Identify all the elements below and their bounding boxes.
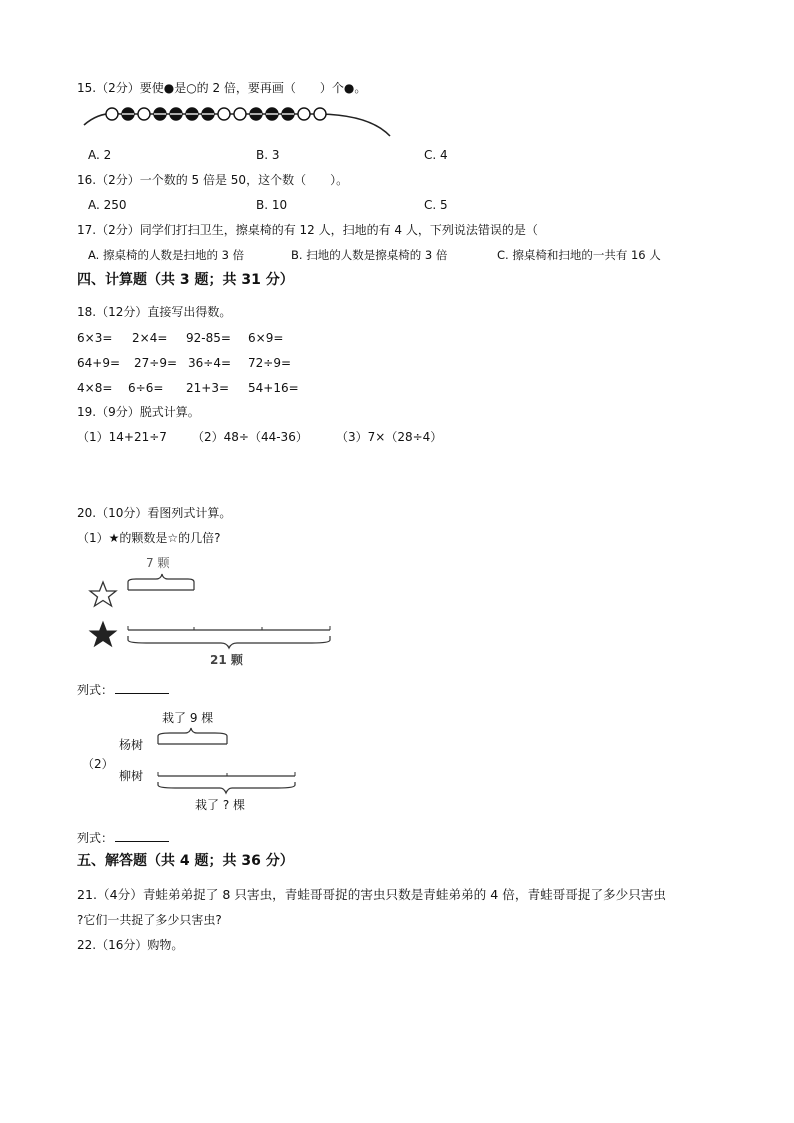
q15-option-a[interactable]: A. 2	[88, 148, 112, 162]
diagram2-row2-label: 柳树	[119, 769, 144, 783]
q19-item: （1）14+21÷7	[77, 430, 167, 444]
formula-blank-1[interactable]	[115, 683, 169, 694]
q20-stem: 20.（10分）看图列式计算。	[77, 506, 232, 520]
solid-star-icon	[90, 622, 116, 646]
q18-stem: 18.（12分）直接写出得数。	[77, 305, 232, 319]
q18-cell: 6×3=	[77, 331, 113, 345]
q17-option-c[interactable]: C. 擦桌椅和扫地的一共有 16 人	[497, 248, 661, 262]
q19-item: （2）48÷（44-36）	[192, 430, 308, 444]
diagram1-top-label: 7 颗	[146, 556, 170, 570]
formula-blank-2[interactable]	[115, 831, 169, 842]
q16-option-b[interactable]: B. 10	[256, 198, 288, 212]
formula-label: 列式：	[77, 831, 114, 845]
q18-cell: 21+3=	[186, 381, 230, 395]
q18-cell: 6÷6=	[128, 381, 164, 395]
q18-cell: 64+9=	[77, 356, 121, 370]
bead-string-figure	[80, 103, 395, 139]
q18-cell: 27÷9=	[134, 356, 178, 370]
q18-cell: 4×8=	[77, 381, 113, 395]
q18-cell: 6×9=	[248, 331, 284, 345]
q19-stem: 19.（9分）脱式计算。	[77, 405, 200, 419]
q20-part1-prompt: （1）★的颗数是☆的几倍?	[77, 531, 221, 545]
q19-item: （3）7×（28÷4）	[336, 430, 443, 444]
q16-stem: 16.（2分）一个数的 5 倍是 50，这个数（ ）。	[77, 173, 349, 187]
section-4-title: 四、计算题（共 3 题；共 31 分）	[77, 272, 294, 288]
q22-stem: 22.（16分）购物。	[77, 938, 184, 952]
q18-cell: 36÷4=	[188, 356, 232, 370]
q20-part2-prompt: （2）	[82, 757, 114, 771]
section-5-title: 五、解答题（共 4 题；共 36 分）	[77, 853, 294, 869]
q21-line2: ?它们一共捉了多少只害虫?	[77, 913, 222, 927]
diagram2-row1-label: 杨树	[119, 738, 144, 752]
formula-line-1	[77, 682, 169, 698]
q18-cell: 72÷9=	[248, 356, 292, 370]
q18-cell: 54+16=	[248, 381, 299, 395]
diagram1-bottom-label: 21 颗	[210, 653, 243, 667]
formula-line-2	[77, 830, 169, 846]
q18-cell: 2×4=	[132, 331, 168, 345]
q17-option-b[interactable]: B. 扫地的人数是擦桌椅的 3 倍	[291, 248, 448, 262]
q15-option-c[interactable]: C. 4	[424, 148, 448, 162]
q21-line1: 21.（4分）青蛙弟弟捉了 8 只害虫，青蛙哥哥捉的害虫只数是青蛙弟弟的 4 倍，青蛙哥哥捉了多少只害虫	[77, 887, 667, 902]
q18-cell: 92-85=	[186, 331, 231, 345]
hollow-star-icon	[90, 582, 116, 606]
diagram1	[86, 570, 336, 650]
diagram2	[150, 724, 300, 799]
formula-label: 列式：	[77, 683, 114, 697]
q15-stem: 15.（2分）要使●是○的 2 倍，要再画（ ）个●。	[77, 81, 367, 95]
q16-option-c[interactable]: C. 5	[424, 198, 448, 212]
diagram2-top-label: 栽了 9 棵	[162, 711, 214, 725]
q17-option-a[interactable]: A. 擦桌椅的人数是扫地的 3 倍	[88, 248, 245, 262]
q17-stem: 17.（2分）同学们打扫卫生，擦桌椅的有 12 人，扫地的有 4 人，下列说法错误的是（	[77, 223, 538, 237]
q16-option-a[interactable]: A. 250	[88, 198, 127, 212]
q15-option-b[interactable]: B. 3	[256, 148, 280, 162]
diagram2-bottom-label: 栽了 ? 棵	[195, 798, 245, 812]
